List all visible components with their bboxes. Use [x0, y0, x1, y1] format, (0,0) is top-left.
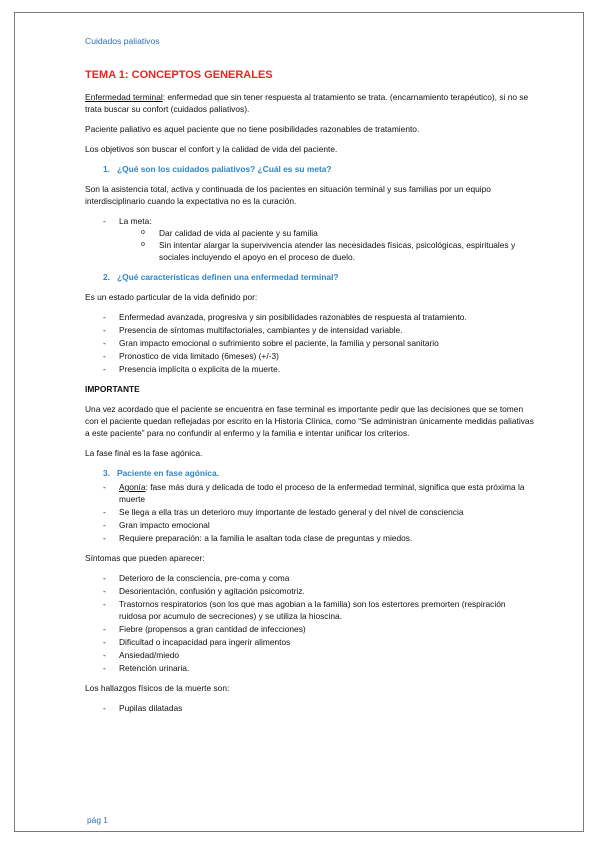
document-page — [14, 12, 584, 832]
symptoms-list — [85, 572, 535, 674]
section-1-text: Son la asistencia total, activa y continuada de los pacientes en situación terminal y sus familias por un equipo interdisciplinario cuando la expectativa no es la curación. — [85, 184, 491, 206]
list-item: - Se llega a ella tras un deterioro muy importante de lestado general y del nivel de consciencia — [85, 506, 535, 518]
section-2-text: Es un estado particular de la vida definido por: — [85, 292, 258, 302]
page-number: pág 1 — [87, 815, 108, 825]
list-item: - Desorientación, confusión y agitación psicomotriz. — [85, 585, 535, 597]
meta-subitem: o Sin intentar alargar la supervivencia atender las necesidades físicas, psicológicas, espirituales y sociales incluyendo el apoyo en el proceso de duelo. — [119, 239, 535, 263]
important-label: IMPORTANTE — [85, 384, 140, 394]
section-1-heading — [103, 163, 535, 175]
agonia-list — [85, 481, 535, 544]
section-3-heading — [103, 467, 535, 479]
list-item: - Fiebre (propensos a gran cantidad de infecciones) — [85, 623, 535, 635]
list-item: - Retención urinaria. — [85, 662, 535, 674]
important-paragraph: Una vez acordado que el paciente se encuentra en fase terminal es importante pedir que las decisiones que se tomen con el paciente quedan reflejadas por escrito en la Historia Clínica, como “Se administran únicamente medidas paliativas a este paciente” para no confundir al enfermo y la familia e intentar unificar los criterios. — [85, 404, 534, 438]
meta-list — [85, 215, 535, 263]
list-item: - Presencia implícita o explicita de la muerte. — [85, 363, 535, 375]
agonia-text: : fase más dura y delicada de todo el proceso de la enfermedad terminal, significa que esta próxima la muerte — [119, 482, 525, 504]
section-3-title: Paciente en fase agónica. — [117, 468, 219, 478]
list-item: - Enfermedad avanzada, progresiva y sin posibilidades razonables de respuesta al tratamiento. — [85, 311, 535, 323]
list-item: - Trastornos respiratorios (son los que mas agobian a la familia) son los estertores premorten (respiración ruidosa por acumulo de secreciones) y se utiliza la hioscina. — [85, 598, 535, 622]
page-content — [85, 35, 535, 722]
meta-sublist — [119, 227, 535, 263]
section-2-heading — [103, 271, 535, 283]
meta-label: La meta: — [119, 216, 152, 226]
list-item: - Ansiedad/miedo — [85, 649, 535, 661]
running-header: Cuidados paliativos — [85, 36, 160, 46]
list-item: - Gran impacto emocional o sufrimiento sobre el paciente, la familia y personal sanitario — [85, 337, 535, 349]
list-item: - Pupilas dilatadas — [85, 702, 535, 714]
definition-paragraph — [85, 91, 535, 115]
characteristics-list — [85, 311, 535, 375]
section-2-number: 2. — [103, 272, 110, 282]
symptoms-label: Síntomas que pueden aparecer: — [85, 553, 205, 563]
agonia-term: Agonía — [119, 482, 146, 492]
meta-subitem: o Dar calidad de vida al paciente y su familia — [119, 227, 535, 239]
findings-label: Los hallazgos físicos de la muerte son: — [85, 683, 230, 693]
list-item: - Gran impacto emocional — [85, 519, 535, 531]
definition-text: : enfermedad que sin tener respuesta al tratamiento se trata. (encarnamiento terapéutico), si no se trata buscar su confort (cuidados paliativos). — [85, 92, 529, 114]
list-item: - Deterioro de la consciencia, pre-coma y coma — [85, 572, 535, 584]
final-phase-paragraph: La fase final es la fase agónica. — [85, 448, 203, 458]
objectives-paragraph: Los objetivos son buscar el confort y la calidad de vida del paciente. — [85, 144, 338, 154]
section-3-number: 3. — [103, 468, 110, 478]
page-title: TEMA 1: CONCEPTOS GENERALES — [85, 69, 273, 81]
list-item: - Pronostico de vida limitado (6meses) (+/-3) — [85, 350, 535, 362]
section-2-title: ¿Qué características definen una enfermedad terminal? — [117, 272, 339, 282]
palliative-patient-paragraph: Paciente paliativo es aquel paciente que no tiene posibilidades razonables de tratamiento. — [85, 124, 420, 134]
list-item: - Requiere preparación: a la familia le asaltan toda clase de preguntas y miedos. — [85, 532, 535, 544]
list-item: - Presencia de síntomas multifactoriales, cambiantes y de intensidad variable. — [85, 324, 535, 336]
list-item: - Dificultad o incapacidad para ingerir alimentos — [85, 636, 535, 648]
meta-item — [85, 215, 535, 263]
section-1-number: 1. — [103, 164, 110, 174]
list-item — [85, 481, 535, 505]
findings-list — [85, 702, 535, 714]
definition-term: Enfermedad terminal — [85, 92, 163, 102]
section-1-title: ¿Qué son los cuidados paliativos? ¿Cuál es su meta? — [117, 164, 332, 174]
